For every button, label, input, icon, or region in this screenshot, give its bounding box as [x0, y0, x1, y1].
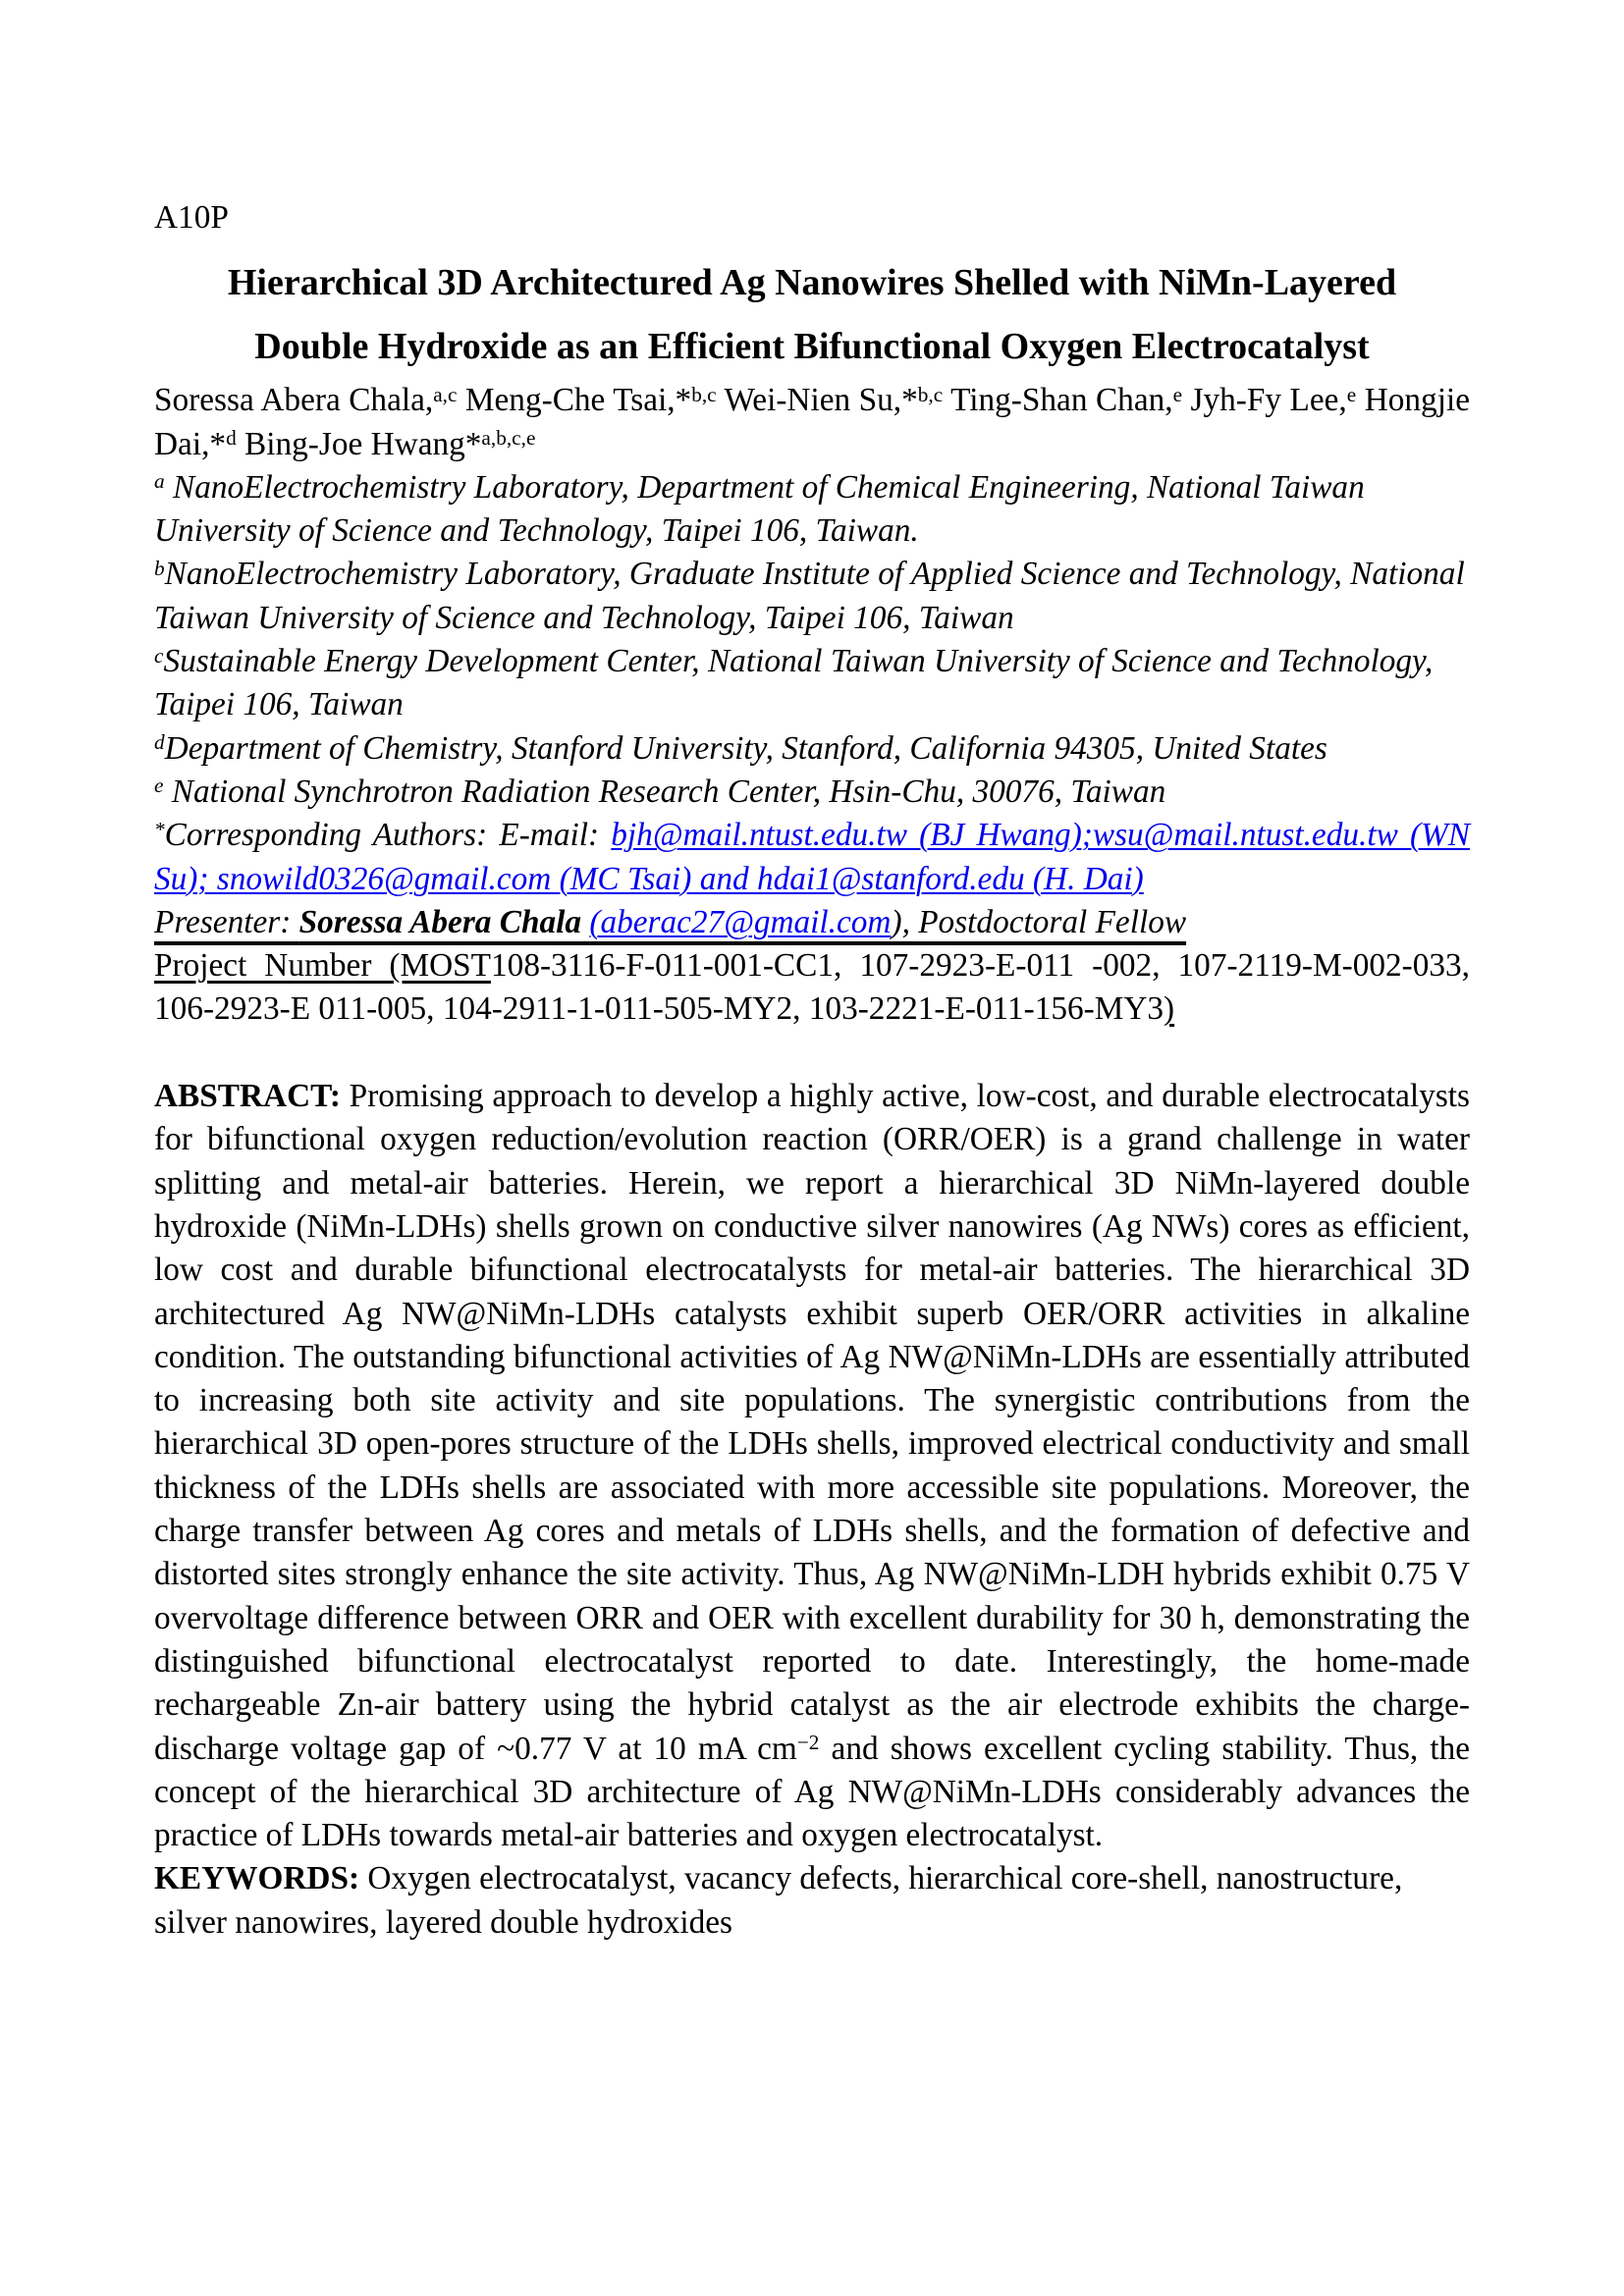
paper-code [154, 196, 1470, 240]
affiliation-b-text: b [154, 556, 165, 580]
authors-text: e [1346, 382, 1357, 406]
corresponding-email-links[interactable]: bjh@mail.ntust.edu.tw (BJ Hwang);wsu@mail.ntust.edu.tw (WN Su); snowild0326@gmail.com (MC Tsai) and hdai1@stanford.edu (H. Dai) [154, 817, 1470, 897]
authors-text: d [226, 426, 237, 451]
authors-text: Ting-Shan Chan, [943, 382, 1173, 419]
affiliation-d [154, 727, 1470, 771]
presenter-line-text: Presenter: [154, 903, 299, 940]
authors-text: b,c [691, 382, 717, 406]
affiliation-c-text: c [154, 643, 164, 667]
authors-text: e [1172, 382, 1183, 406]
paper-code-text: A10P [154, 199, 229, 236]
affiliation-e [154, 771, 1470, 814]
project-number [154, 944, 1470, 1032]
affiliation-c [154, 640, 1470, 727]
project-number-text: ) [1164, 990, 1175, 1028]
affiliation-b [154, 553, 1470, 640]
abstract [154, 1075, 1470, 1857]
presenter-name: Soressa Abera Chala [298, 903, 590, 940]
presenter-line-underline-wrap [154, 904, 1186, 940]
corresponding-authors-text: * [154, 817, 165, 841]
authors [154, 379, 1470, 466]
spacer [154, 1032, 1470, 1075]
abstract-label: ABSTRACT: [154, 1078, 341, 1115]
authors-text: Meng-Che Tsai,* [457, 382, 692, 419]
presenter-line [154, 901, 1470, 944]
affiliation-e-text: National Synchrotron Radiation Research Center, Hsin-Chu, 30076, Taiwan [163, 773, 1166, 810]
corresponding-authors [154, 814, 1470, 901]
paper-title-text: Double Hydroxide as an Efficient Bifunctional Oxygen Electrocatalyst [254, 326, 1370, 368]
presenter-line-text: ), Postdoctoral Fellow [891, 903, 1187, 940]
paper-title-text: Hierarchical 3D Architectured Ag Nanowires Shelled with NiMn-Layered [227, 262, 1397, 304]
affiliation-a-text: NanoElectrochemistry Laboratory, Department of Chemical Engineering, National Taiwan University of Science and Technology, Taipei 106, Taiwan. [154, 468, 1365, 550]
authors-text: Wei-Nien Su,* [716, 382, 918, 419]
authors-text: Bing-Joe Hwang* [236, 425, 482, 462]
keywords-label: KEYWORDS: [154, 1860, 360, 1897]
authors-text: a,b,c,e [481, 426, 536, 451]
abstract-text: Promising approach to develop a highly active, low-cost, and durable electrocatalysts for bifunctional oxygen reduction/evolution reaction (ORR/OER) is a grand challenge in water splitting and metal-air batteries. Herein, we report a hierarchical 3D NiMn-layered double hydroxide (NiMn-LDHs) shells grown on conductive silver nanowires (Ag NWs) cores as efficient, low cost and durable bifunctional electrocatalysts for metal-air batteries. The hierarchical 3D architectured Ag NW@NiMn-LDHs catalysts exhibit superb OER/ORR activities in alkaline condition. The outstanding bifunctional activities of Ag NW@NiMn-LDHs are essentially attributed to increasing both site activity and site populations. The synergistic contributions from the hierarchical 3D open-pores structure of the LDHs shells, improved electrical conductivity and small thickness of the LDHs shells are associated with more accessible site populations. Moreover, the charge transfer between Ag cores and metals of LDHs shells, and the formation of defective and distorted sites strongly enhance the site activity. Thus, Ag NW@NiMn-LDH hybrids exhibit 0.75 V overvoltage difference between ORR and OER with excellent durability for 30 h, demonstrating the distinguished bifunctional electrocatalyst reported to date. Interestingly, the home-made rechargeable Zn-air battery using the hybrid catalyst as the air electrode exhibits the charge-discharge voltage gap of ~0.77 V at 10 mA cm [154, 1078, 1470, 1767]
authors-text: a,c [433, 382, 458, 406]
authors-text: b,c [917, 382, 944, 406]
abstract-text: and shows excellent cycling stability. Thus, the concept of the hierarchical 3D architecture of Ag NW@NiMn-LDHs considerably advances the practice of LDHs towards metal-air batteries and oxygen electrocatalyst. [154, 1730, 1471, 1854]
authors-text: Hongjie Dai,* [154, 382, 1470, 462]
keywords-text: Oxygen electrocatalyst, vacancy defects, hierarchical core-shell, nanostructure, silver nanowires, layered double hydroxides [154, 1860, 1403, 1941]
affiliation-d-text: d [154, 730, 165, 755]
paper-title [154, 251, 1470, 379]
keywords [154, 1857, 1470, 1945]
presenter-email-link[interactable]: (aberac27@gmail.com [589, 903, 892, 940]
project-number-text: 108-3116-F-011-001-CC1, 107-2923-E-011 -002, 107-2119-M-002-033, 106-2923-E 011-005, 104-2911-1-011-505-MY2, 103-2221-E-011-156-MY3 [154, 947, 1470, 1028]
affiliation-c-text: Sustainable Energy Development Center, National Taiwan University of Science and Technology, Taipei 106, Taiwan [154, 643, 1434, 723]
affiliation-e-text: e [154, 774, 164, 798]
affiliation-a-text: a [154, 469, 165, 494]
corresponding-authors-text: Corresponding Authors: E-mail: [164, 817, 612, 854]
authors-text: Jyh-Fy Lee, [1182, 382, 1347, 419]
affiliation-d-text: Department of Chemistry, Stanford University, Stanford, California 94305, United States [164, 729, 1327, 767]
affiliation-b-text: NanoElectrochemistry Laboratory, Graduate Institute of Applied Science and Technology, National Taiwan University of Science and Technology, Taipei 106, Taiwan [154, 556, 1465, 636]
authors-text: Soressa Abera Chala, [154, 382, 434, 419]
project-number-text: Project Number (MOST [154, 947, 492, 985]
abstract-text: −2 [796, 1730, 820, 1754]
affiliation-a [154, 466, 1470, 554]
